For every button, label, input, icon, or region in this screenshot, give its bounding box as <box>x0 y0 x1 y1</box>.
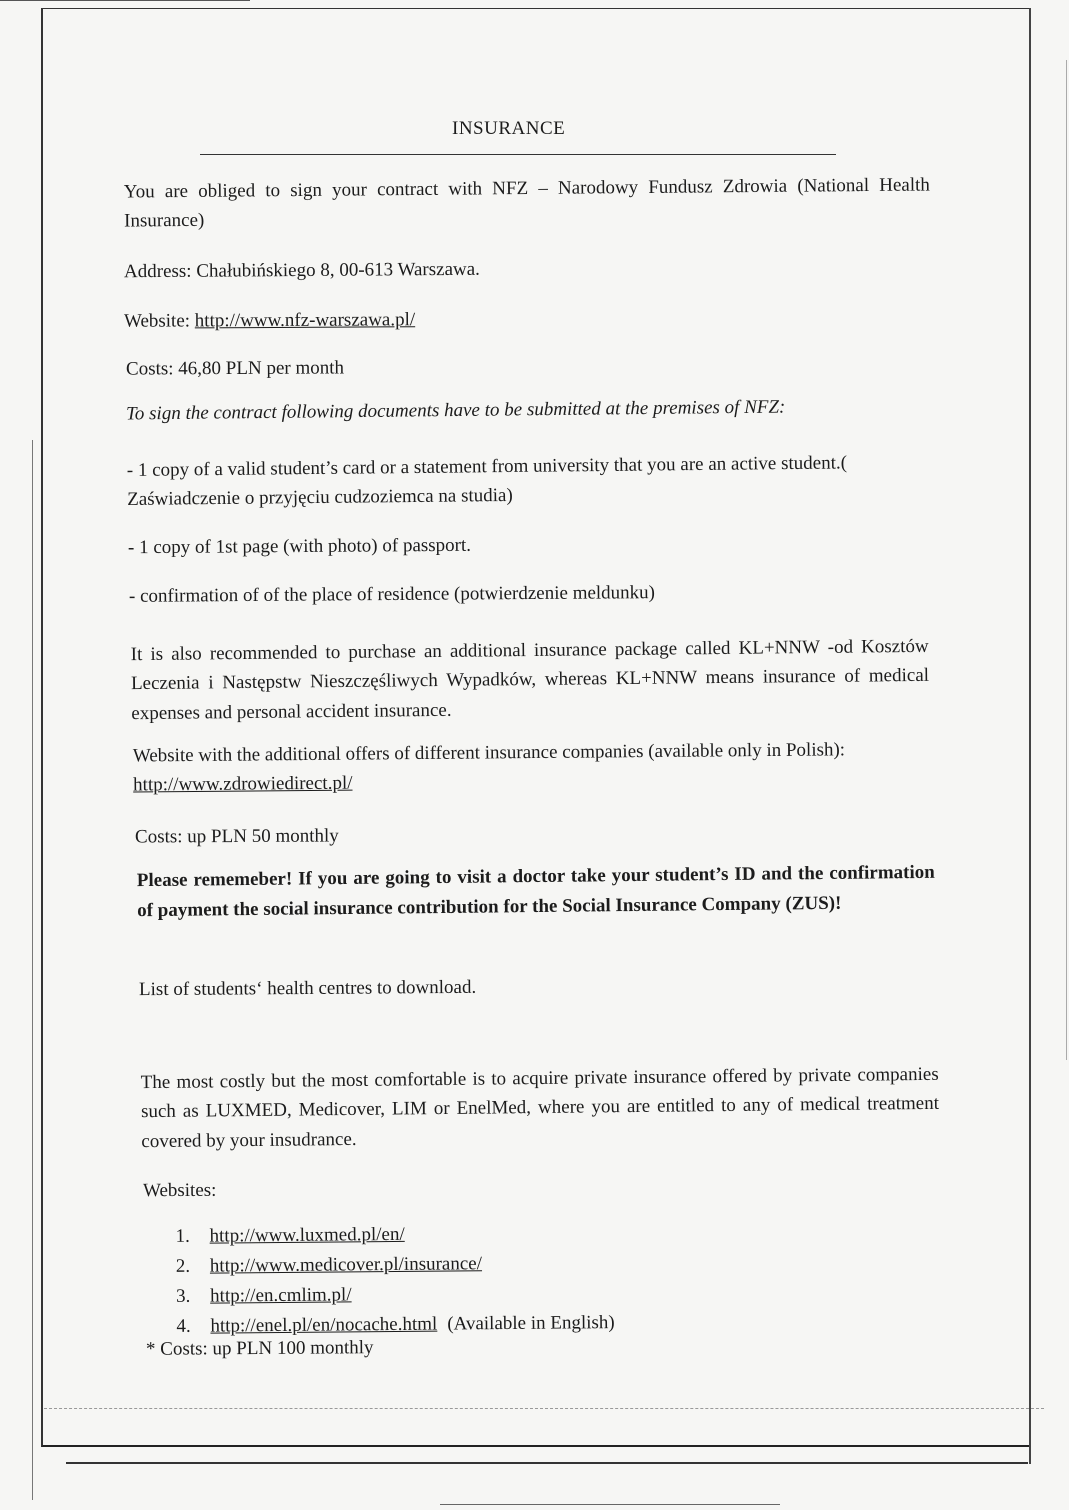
list-item <box>176 1248 615 1282</box>
offers-paragraph <box>133 734 939 800</box>
list-number: 4. <box>176 1315 191 1337</box>
offers-text: Website with the additional offers of different insurance companies (available only in Polish): <box>132 739 846 767</box>
health-centres-link-text[interactable]: List of students‘ health centres to download. <box>138 976 477 1001</box>
enel-link[interactable]: http://enel.pl/en/nocache.html <box>210 1313 438 1337</box>
nfz-costs: Costs: 46,80 PLN per month <box>125 357 345 380</box>
list-number: 1. <box>175 1225 190 1247</box>
list-number: 3. <box>176 1285 191 1307</box>
page-title: INSURANCE <box>452 118 566 139</box>
medicover-link[interactable]: http://www.medicover.pl/insurance/ <box>209 1253 483 1277</box>
scan-artifact-line <box>440 1504 780 1505</box>
additional-costs: Costs: up PLN 50 monthly <box>134 825 339 848</box>
list-item <box>175 1218 614 1252</box>
scan-artifact-line <box>0 0 250 1</box>
availability-note: (Available in English) <box>447 1312 615 1335</box>
nfz-website <box>124 305 415 336</box>
list-number: 2. <box>175 1255 191 1277</box>
dashed-divider <box>44 1408 1044 1409</box>
websites-list <box>175 1218 614 1342</box>
document-item: - confirmation of of the place of residence (potwierdzenie meldunku) <box>128 582 656 607</box>
cmlim-link[interactable]: http://en.cmlim.pl/ <box>210 1284 352 1307</box>
additional-insurance-paragraph: It is also recommended to purchase an additional insurance package called KL+NNW -od Kosztów Leczenia i Następstw Nieszczęśliwych Wypadków, whereas KL+NNW means insurance of medical expenses and personal accident insurance. <box>130 635 930 725</box>
private-insurance-paragraph: The most costly but the most comfortable is to acquire private insurance offered by private companies such as LUXMED, Medicover, LIM or EnelMed, where you are entitled to any of medical treatment covered by your insudrance. <box>140 1063 940 1153</box>
page-frame-bottom <box>66 1462 1028 1464</box>
scan-artifact-line <box>1066 60 1067 1060</box>
document-item: - 1 copy of 1st page (with photo) of passport. <box>127 534 472 559</box>
nfz-website-link[interactable]: http://www.nfz-warszawa.pl/ <box>194 309 416 332</box>
private-costs: * Costs: up PLN 100 monthly <box>145 1337 374 1360</box>
page-frame-edge <box>1029 8 1031 1464</box>
nfz-address: Address: Chałubińskiego 8, 00-613 Warszawa. <box>123 258 480 283</box>
intro-paragraph: You are obliged to sign your contract with NFZ – Narodowy Fundusz Zdrowia (National Health Insurance) <box>123 174 930 232</box>
document-item: - 1 copy of a valid student’s card or a statement from university that you are an active student.( Zaświadczenie o przyjęciu cudzoziemca na studia) <box>126 452 848 511</box>
title-underline <box>200 154 836 155</box>
list-item <box>176 1278 615 1312</box>
offers-link[interactable]: http://www.zdrowiedirect.pl/ <box>133 773 353 796</box>
website-label: Website: <box>123 310 195 332</box>
scan-artifact-line <box>32 440 33 1500</box>
reminder-paragraph: Please rememeber! If you are going to visit a doctor take your student’s ID and the confirmation of payment the social insurance contribution for the Social Insurance Company (ZUS)! <box>136 861 935 922</box>
documents-heading: To sign the contract following documents have to be submitted at the premises of NFZ: <box>125 396 786 425</box>
luxmed-link[interactable]: http://www.luxmed.pl/en/ <box>209 1223 405 1247</box>
websites-label: Websites: <box>142 1179 217 1202</box>
